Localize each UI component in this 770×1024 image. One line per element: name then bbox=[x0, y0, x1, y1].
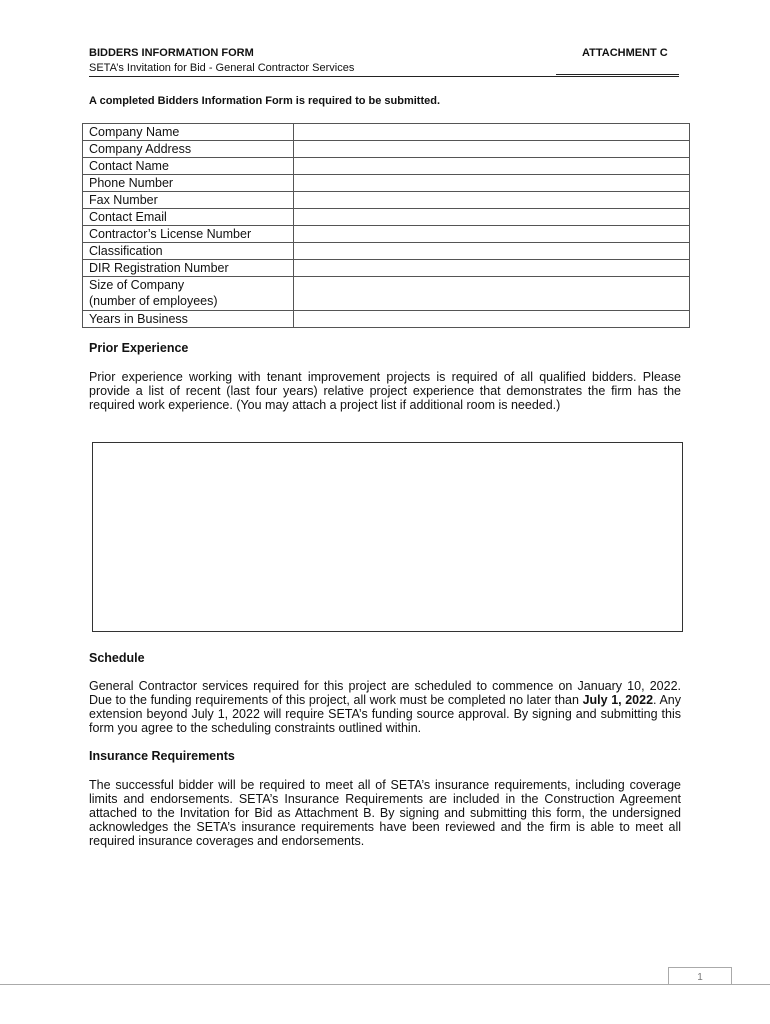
header-rule-right bbox=[556, 74, 679, 75]
attachment-label: ATTACHMENT C bbox=[582, 47, 668, 59]
field-label: Years in Business bbox=[83, 311, 294, 328]
table-row bbox=[83, 277, 690, 311]
schedule-text-part2: . Any extension beyond July 1, 2022 will require SETA’s funding source approval. By signing and submitting this form you agree to the scheduling constraints outlined within. bbox=[89, 693, 681, 735]
field-value-input[interactable] bbox=[294, 175, 690, 192]
header-rule bbox=[89, 76, 679, 77]
field-value-input[interactable] bbox=[294, 260, 690, 277]
table-row bbox=[83, 158, 690, 175]
field-label: Company Name bbox=[83, 124, 294, 141]
field-label: DIR Registration Number bbox=[83, 260, 294, 277]
schedule-deadline: July 1, 2022 bbox=[582, 693, 654, 707]
field-label: Company Address bbox=[83, 141, 294, 158]
table-row bbox=[83, 260, 690, 277]
prior-experience-text: Prior experience working with tenant improvement projects is required of all qualified bidders. Please provide a list of recent (last four years) relative project experience that demonstrates the firm has the required work experience. (You may attach a project list if additional room is needed.) bbox=[89, 370, 681, 412]
field-value-input[interactable] bbox=[294, 124, 690, 141]
table-row bbox=[83, 175, 690, 192]
field-value-input[interactable] bbox=[294, 311, 690, 328]
field-value-input[interactable] bbox=[294, 192, 690, 209]
field-label: Contact Name bbox=[83, 158, 294, 175]
field-label: Phone Number bbox=[83, 175, 294, 192]
field-value-input[interactable] bbox=[294, 158, 690, 175]
field-value-input[interactable] bbox=[294, 277, 690, 311]
field-label: Contact Email bbox=[83, 209, 294, 226]
field-label: Fax Number bbox=[83, 192, 294, 209]
footer-rule bbox=[0, 984, 770, 985]
field-value-input[interactable] bbox=[294, 209, 690, 226]
field-value-input[interactable] bbox=[294, 141, 690, 158]
table-row bbox=[83, 209, 690, 226]
table-row bbox=[83, 226, 690, 243]
table-row bbox=[83, 124, 690, 141]
insurance-heading: Insurance Requirements bbox=[89, 749, 235, 763]
schedule-text-part1: General Contractor services required for this project are scheduled to commence on January 10, 2022. Due to the funding requirements of this project, all work must be completed no later than bbox=[89, 679, 681, 707]
table-row bbox=[83, 141, 690, 158]
form-title: BIDDERS INFORMATION FORM bbox=[89, 47, 254, 59]
page-number: 1 bbox=[668, 967, 732, 985]
prior-experience-heading: Prior Experience bbox=[89, 341, 189, 355]
prior-experience-input-box[interactable] bbox=[92, 442, 683, 632]
table-row bbox=[83, 192, 690, 209]
field-label: Size of Company (number of employees) bbox=[83, 277, 294, 311]
field-value-input[interactable] bbox=[294, 243, 690, 260]
schedule-heading: Schedule bbox=[89, 651, 145, 665]
field-value-input[interactable] bbox=[294, 226, 690, 243]
required-note: A completed Bidders Information Form is required to be submitted. bbox=[89, 95, 441, 107]
schedule-text bbox=[89, 679, 681, 735]
bidder-info-table bbox=[82, 123, 690, 328]
table-row bbox=[83, 243, 690, 260]
field-label: Classification bbox=[83, 243, 294, 260]
form-subtitle: SETA’s Invitation for Bid - General Contractor Services bbox=[89, 62, 355, 74]
insurance-text: The successful bidder will be required to meet all of SETA’s insurance requirements, including coverage limits and endorsements. SETA’s Insurance Requirements are included in the Construction Agreement attached to the Invitation for Bid as Attachment B. By signing and submitting this form, the undersigned acknowledges the SETA’s insurance requirements have been reviewed and the firm is able to meet all required insurance coverages and endorsements. bbox=[89, 778, 681, 848]
field-label: Contractor’s License Number bbox=[83, 226, 294, 243]
table-row bbox=[83, 311, 690, 328]
